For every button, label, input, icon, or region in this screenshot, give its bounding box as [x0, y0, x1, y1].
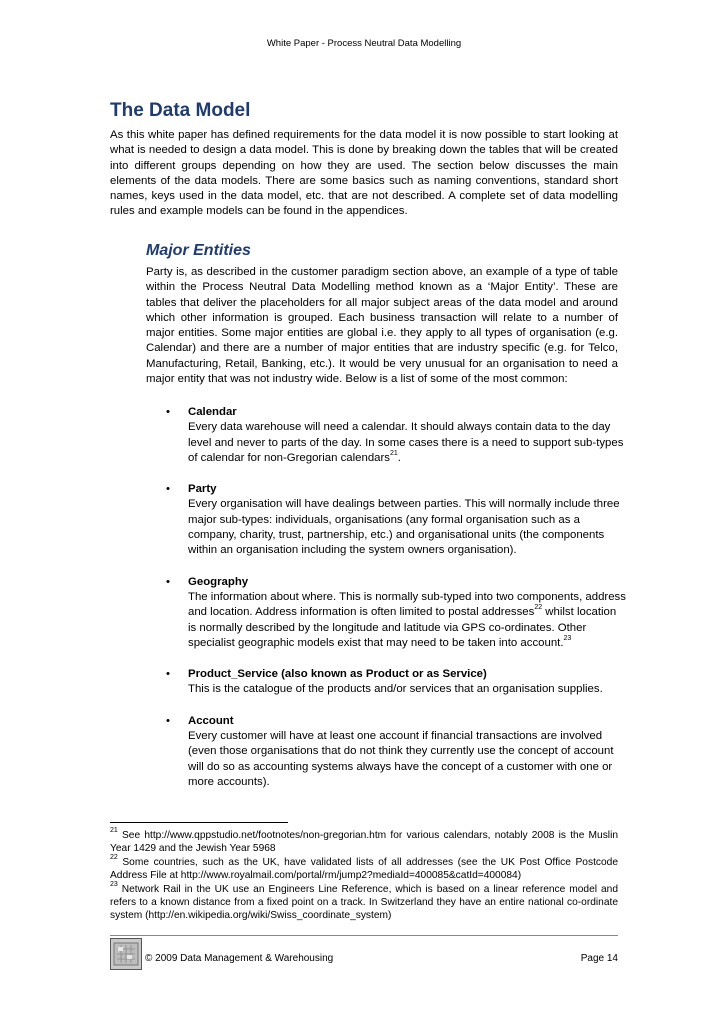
entity-name: Geography	[188, 575, 249, 588]
list-item	[166, 575, 626, 651]
footnote: $^{21}$ See http://www.qppstudio.net/footnotes/non-gregorian.htm for various calendars, notably 2008 is the Muslin Year 1429 and the Jewish Year 5968	[110, 827, 618, 854]
entity-list	[166, 405, 626, 806]
entity-description: Every data warehouse will need a calendar. It should always contain data to the day level and never to parts of the day. In some cases there is a need to support sub-types of calendar for non-Gregorian calendars$^{21}$.	[188, 421, 624, 464]
entity-description: The information about where. This is normally sub-typed into two components, address and location. Address information is often limited to postal addresses$^{22}$ whilst location is normally described by the longitude and latitude via GPS co-ordinates. Other specialist geographic models exist that may need to be taken into account.$^{23}$	[188, 590, 626, 649]
bullet-icon: •	[166, 714, 170, 727]
running-header: White Paper - Process Neutral Data Modelling	[266, 38, 462, 49]
bullet-icon: •	[166, 483, 170, 496]
list-item	[166, 405, 626, 466]
footnote-ref[interactable]: 22	[534, 604, 543, 612]
entity-description: Every customer will have at least one account if financial transactions are involved (even those organisations that do not think they currently use the concept of account will do so as accounting systems always have the concept of a customer with one or more accounts).	[188, 730, 614, 788]
footnotes	[110, 829, 618, 923]
bullet-icon: •	[166, 406, 170, 418]
footnote-ref[interactable]: 23	[563, 634, 572, 642]
company-logo-icon	[110, 938, 142, 970]
list-item	[166, 667, 626, 698]
list-item	[166, 714, 626, 790]
entity-description: This is the catalogue of the products and/or services that an organisation supplies.	[188, 683, 603, 696]
section-paragraph: Party is, as described in the customer paradigm section above, an example of a type of table within the Process Neutral Data Modelling method known as a ‘Major Entity’. These are tables that deliver the placeholders for all major subject areas of the data model and around which other information is grouped. Each business transaction will relate to a number of major entities. Some major entities are global i.e. they apply to all types of organisation (e.g. Calendar) and there are a number of major entities that are industry specific (e.g. for Telco, Manufacturing, Retail, Banking, etc.). It would be very unusual for an organisation to need a major entity that was not industry wide. Below is a list of some of the most common:	[146, 266, 618, 386]
entity-description: Every organisation will have dealings between parties. This will normally include three major sub-types: individuals, organisations (any formal organisation such as a company, charity, trust, partnership, etc.) and organisational units (the components within an organisation including the system owners organisation).	[188, 498, 620, 557]
intro-paragraph: As this white paper has defined requirements for the data model it is now possible to start looking at what is needed to design a data model. This is done by breaking down the tables that will be created into different groups depending on how they are used. The section below discusses the main elements of the data models. There are some basics such as naming conventions, standard short names, keys used in the data model, etc. that are not described. A complete set of data modelling rules and example models can be found in the appendices.	[110, 129, 618, 218]
entity-name: Party	[188, 483, 217, 496]
entity-name: Calendar	[188, 406, 237, 418]
footnote-ref[interactable]: 21	[389, 449, 398, 457]
copyright-text: © 2009 Data Management & Warehousing	[145, 953, 334, 964]
footnote-divider	[110, 822, 288, 823]
entity-name: Account	[188, 714, 234, 727]
bullet-icon: •	[166, 668, 170, 681]
section-title: Major Entities	[146, 242, 251, 259]
footer-divider	[110, 935, 618, 936]
list-item	[166, 482, 626, 558]
entity-name: Product_Service (also known as Product or as Service)	[188, 668, 487, 681]
bullet-icon: •	[166, 575, 170, 588]
page-title: The Data Model	[110, 100, 251, 121]
page-number: Page 14	[580, 953, 618, 964]
footnote: $^{22}$ Some countries, such as the UK, have validated lists of all addresses (see the UK Post Office Postcode Address File at http://www.royalmail.com/portal/rm/jump2?mediaId=400085&catId=400084)	[110, 854, 618, 881]
footnote: $^{23}$ Network Rail in the UK use an Engineers Line Reference, which is based on a linear reference model and refers to a known distance from a fixed point on a track. In Switzerland they have an entire national co-ordinate system (http://en.wikipedia.org/wiki/Swiss_coordinate_system)	[110, 881, 618, 921]
